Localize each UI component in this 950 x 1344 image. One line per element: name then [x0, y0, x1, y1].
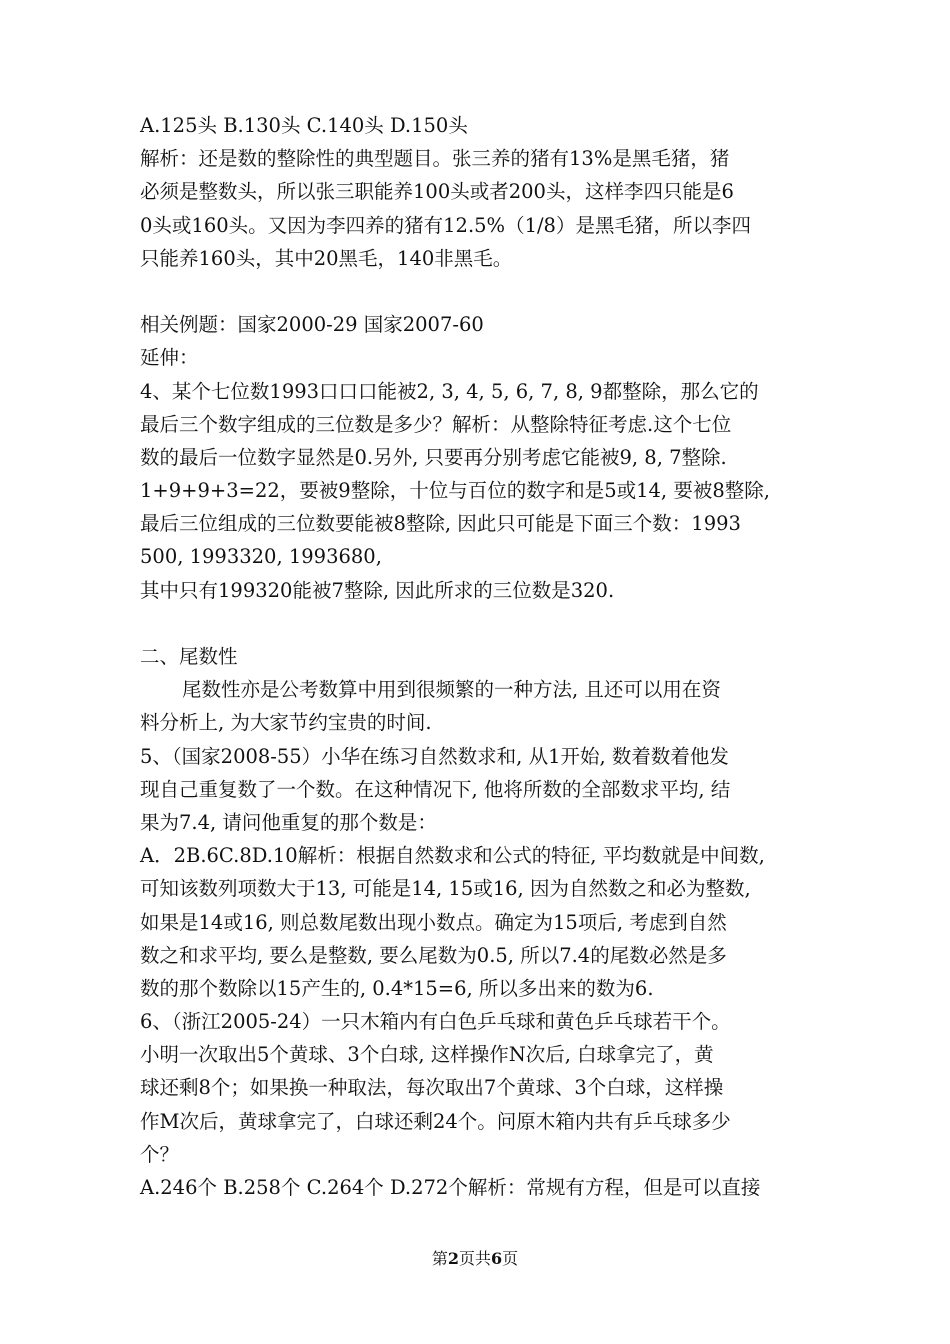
paragraph-first-line: 尾数性亦是公考数算中用到很频繁的一种方法, 且还可以用在资: [182, 678, 721, 702]
text-line: 现自己重复数了一个数。在这种情况下, 他将所数的全部数求平均, 结: [140, 777, 731, 801]
text-line: 球还剩8个；如果换一种取法，每次取出7个黄球、3个白球，这样操: [140, 1076, 724, 1100]
text-line: 其中只有199320能被7整除, 因此所求的三位数是320.: [140, 578, 615, 602]
text-line: A．2B.6C.8D.10解析：根据自然数求和公式的特征, 平均数就是中间数,: [140, 844, 765, 868]
blank-line: [140, 607, 820, 640]
text-line: 个？: [140, 1142, 180, 1166]
footer-middle: 页共: [458, 1249, 491, 1268]
text-line: 数的最后一位数字显然是0.另外, 只要再分别考虑它能被9, 8, 7整除.: [140, 445, 727, 469]
document-body: [140, 109, 820, 1204]
question-5-line: 5、（国家2008-55）小华在练习自然数求和, 从1开始, 数着数着他发: [140, 744, 729, 768]
text-line: 如果是14或16, 则总数尾数出现小数点。确定为15项后, 考虑到自然: [140, 910, 727, 934]
text-line: 最后三个数字组成的三位数是多少？解析：从整除特征考虑.这个七位: [140, 412, 732, 436]
text-line: 数的那个数除以15产生的, 0.4*15=6, 所以多出来的数为6.: [140, 976, 654, 1000]
footer-suffix: 页: [502, 1249, 519, 1268]
footer-page-number: 2: [447, 1249, 459, 1268]
footer-total-pages: 6: [491, 1249, 503, 1268]
text-line: 解析：还是数的整除性的典型题目。张三养的猪有13%是黑毛猪，猪: [140, 147, 730, 171]
section-heading: 二、尾数性: [140, 645, 238, 668]
blank-line: [140, 275, 820, 308]
text-line: 1+9+9+3=22，要被9整除，十位与百位的数字和是5或14, 要被8整除,: [140, 479, 770, 503]
text-line: 料分析上, 为大家节约宝贵的时间.: [140, 711, 432, 735]
footer-prefix: 第: [431, 1249, 448, 1268]
text-line: 500, 1993320, 1993680,: [140, 545, 382, 569]
answer-options-line: A.246个 B.258个 C.264个 D.272个解析：常规有方程，但是可以直接: [140, 1176, 761, 1199]
text-line: 果为7.4, 请问他重复的那个数是：: [140, 810, 437, 834]
text-line: 数之和求平均, 要么是整数, 要么尾数为0.5, 所以7.4的尾数必然是多: [140, 943, 727, 967]
extension-label: 延伸：: [140, 346, 199, 370]
related-examples-line: 相关例题：国家2000-29 国家2007-60: [140, 313, 484, 337]
question-4-line: 4、某个七位数1993口口口能被2, 3, 4, 5, 6, 7, 8, 9都整除，那么它的: [140, 379, 759, 403]
text-line: 只能养160头，其中20黑毛，140非黑毛。: [140, 246, 513, 270]
answer-options-line: A.125头 B.130头 C.140头 D.150头: [140, 114, 468, 137]
text-line: 0头或160头。又因为李四养的猪有12.5%（1/8）是黑毛猪，所以李四: [140, 213, 751, 237]
question-6-line: 6、（浙江2005-24）一只木箱内有白色乒乓球和黄色乒乓球若干个。: [140, 1010, 731, 1034]
text-line: 小明一次取出5个黄球、3个白球, 这样操作N次后, 白球拿完了，黄: [140, 1043, 714, 1067]
text-line: 最后三位组成的三位数要能被8整除, 因此只可能是下面三个数：1993: [140, 512, 741, 536]
page-footer: [0, 1247, 950, 1271]
text-line: 可知该数列项数大于13, 可能是14, 15或16, 因为自然数之和必为整数,: [140, 877, 751, 901]
text-line: 作M次后，黄球拿完了，白球还剩24个。问原木箱内共有乒乓球多少: [140, 1109, 731, 1133]
text-line: 必须是整数头，所以张三职能养100头或者200头，这样李四只能是6: [140, 180, 734, 204]
